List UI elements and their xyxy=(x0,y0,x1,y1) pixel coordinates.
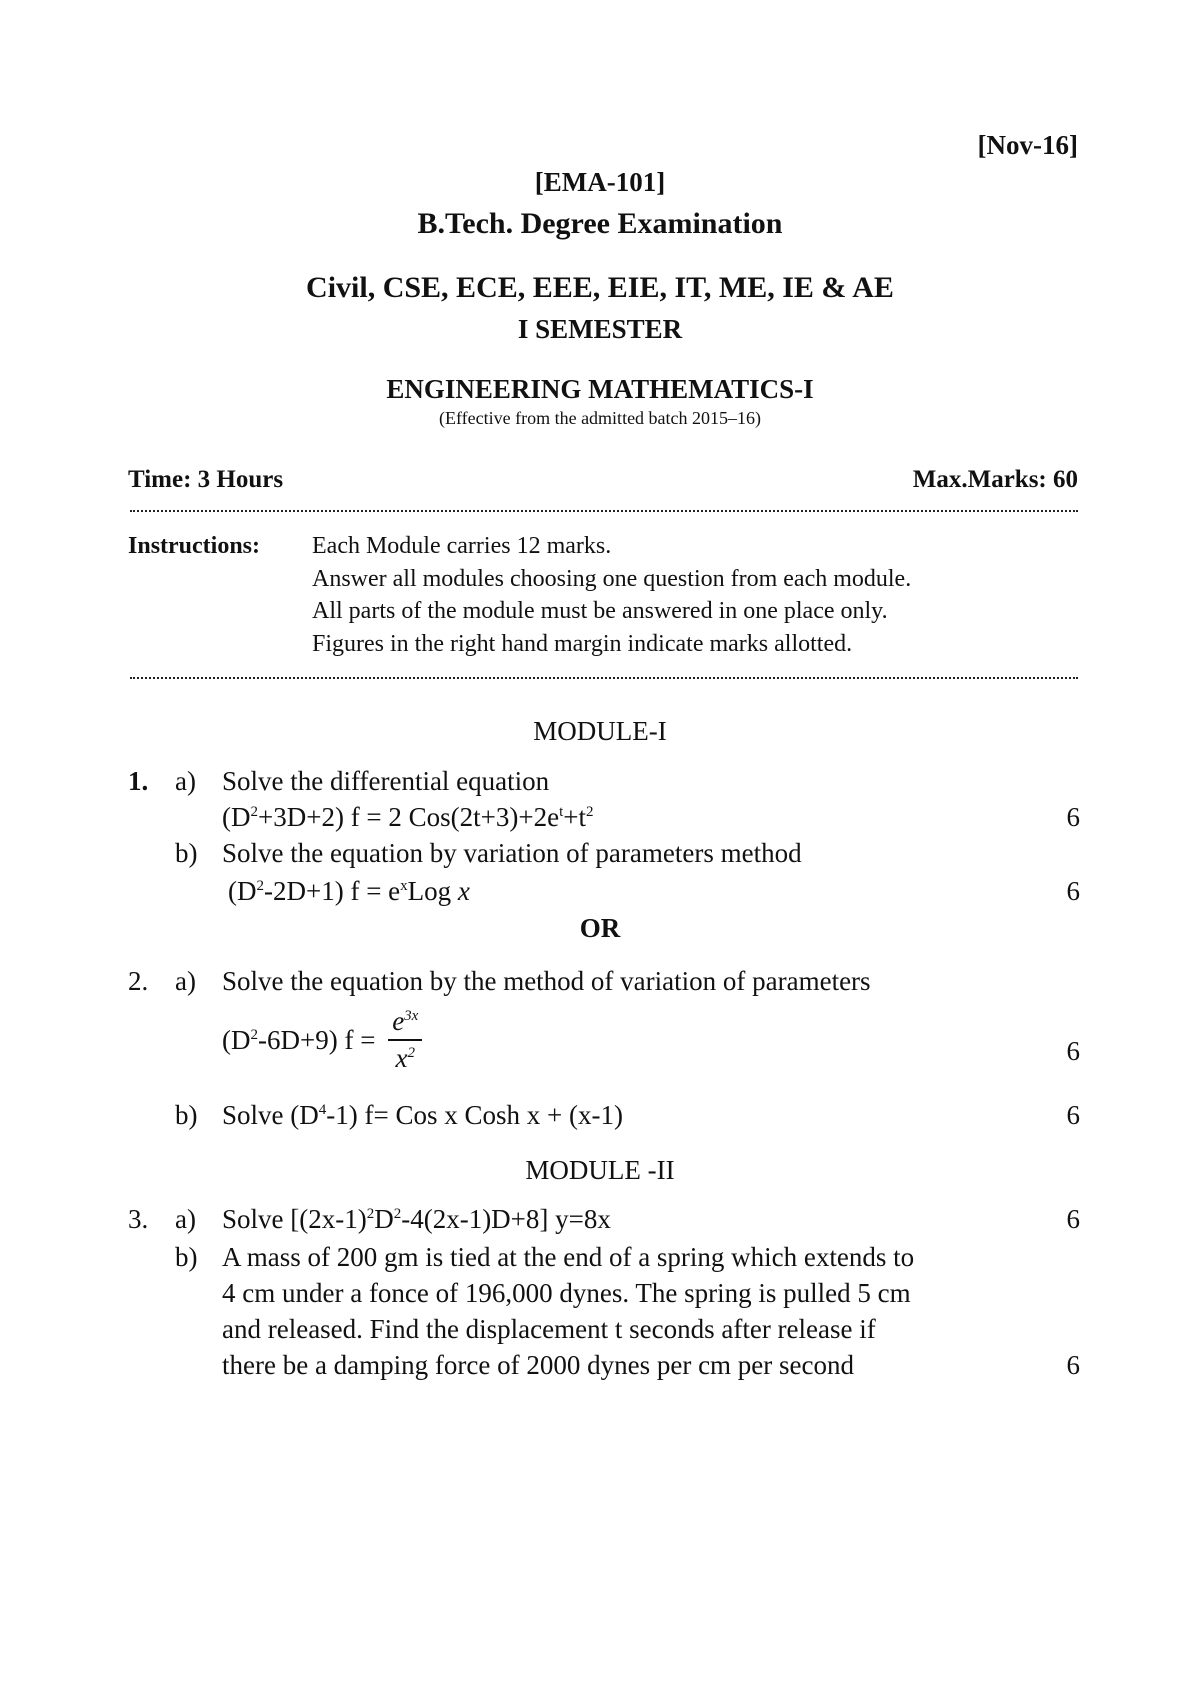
question-3a-marks: 6 xyxy=(1066,1204,1080,1234)
question-3b-label: b) xyxy=(175,1242,198,1272)
question-2-number: 2. xyxy=(128,966,149,996)
date-code: [Nov-16] xyxy=(977,130,1078,160)
question-2a-equation: $(D^2-6D+9) f$ = $\frac{e^{3x}}{x^2}$ xyxy=(222,1008,422,1072)
question-1b-equation: $(D^2-2D+1) f = e^xLog$ x xyxy=(228,876,470,906)
time-label: Time: 3 Hours xyxy=(128,466,284,493)
question-2a-label: a) xyxy=(175,966,196,996)
subject-title: ENGINEERING MATHEMATICS-I xyxy=(386,374,814,404)
semester: I SEMESTER xyxy=(517,314,683,344)
effective-note: (Effective from the admitted batch 2015–16) xyxy=(438,408,762,428)
question-2a-marks: 6 xyxy=(1066,1036,1080,1066)
question-1b-text: Solve the equation by variation of parameters method xyxy=(222,838,802,868)
question-3-number: 3. xyxy=(128,1204,149,1234)
question-2b-label: b) xyxy=(175,1100,198,1130)
max-marks: Max.Marks: 60 xyxy=(912,466,1078,493)
question-1a-label: a) xyxy=(175,766,196,796)
question-1b-marks: 6 xyxy=(1066,876,1080,906)
instruction-line: Answer all modules choosing one question from each module. xyxy=(312,566,912,592)
question-1-number: 1. xyxy=(128,766,149,796)
module-1-title: MODULE-I xyxy=(533,716,667,746)
question-3b-text-line: and released. Find the displacement t seconds after release if xyxy=(222,1314,876,1344)
instruction-line: Figures in the right hand margin indicate marks allotted. xyxy=(312,631,853,657)
question-2b-equation: Solve $(D^4-1)$ f= Cos x Cosh x + (x-1) xyxy=(222,1100,623,1130)
branches: Civil, CSE, ECE, EEE, EIE, IT, ME, IE & AE xyxy=(306,271,894,304)
question-1b-label: b) xyxy=(175,838,198,868)
divider-top xyxy=(130,510,1078,512)
fraction: $\frac{e^{3x}}{x^2}$ xyxy=(388,1008,422,1072)
divider-bottom xyxy=(130,677,1078,679)
or-separator: OR xyxy=(579,913,621,943)
question-1a-text: Solve the differential equation xyxy=(222,766,550,796)
question-2b-marks: 6 xyxy=(1066,1100,1080,1130)
question-1a-marks: 6 xyxy=(1066,802,1080,832)
paper-code: [EMA-101] xyxy=(534,167,666,197)
instruction-line: Each Module carries 12 marks. xyxy=(312,533,612,559)
question-3b-marks: 6 xyxy=(1066,1350,1080,1380)
question-3a-equation: Solve $[(2x-1)^2D^2-4(2x-1)D+8]$ y=8x xyxy=(222,1204,611,1234)
question-3b-text-line: A mass of 200 gm is tied at the end of a spring which extends to xyxy=(222,1242,915,1272)
question-3a-label: a) xyxy=(175,1204,196,1234)
question-3b-text-line: 4 cm under a fonce of 196,000 dynes. The spring is pulled 5 cm xyxy=(222,1278,911,1308)
instruction-line: All parts of the module must be answered in one place only. xyxy=(312,598,888,624)
exam-title: B.Tech. Degree Examination xyxy=(417,207,783,240)
question-2a-text: Solve the equation by the method of variation of parameters xyxy=(222,966,871,996)
question-3b-text-line: there be a damping force of 2000 dynes per cm per second xyxy=(222,1350,855,1380)
instructions-label: Instructions: xyxy=(128,533,261,559)
question-1a-equation: $(D^2+3D+2) f = 2$ $Cos(2t+3)+2e^t+t^2$ xyxy=(222,802,594,832)
module-2-title: MODULE -II xyxy=(525,1155,675,1185)
